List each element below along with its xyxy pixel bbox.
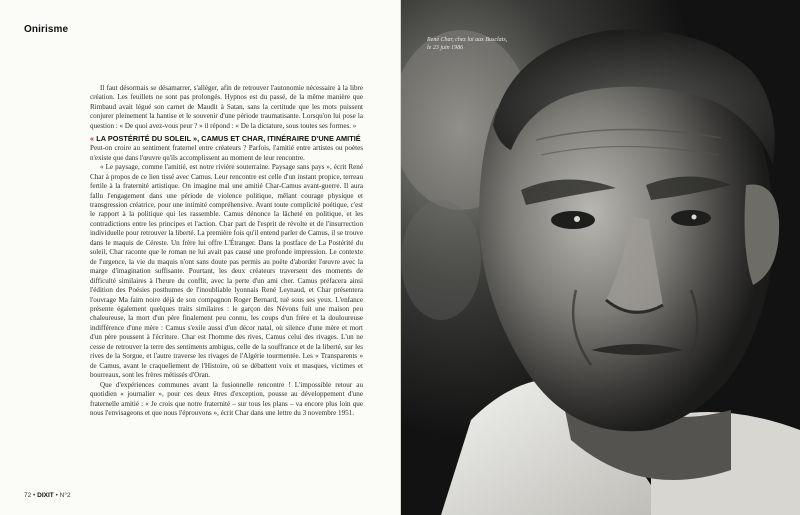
article-paragraph-1: Il faut désormais se désamarrer, s'alléger, afin de retrouver l'autonomie nécessaire à la libre création. Les feuillets ne sont pas prolongés. Hypnos est du passé, de la même manière que Rimbaud avait légué son carnet de Maudit à Satan, sans la certitude que les mots puissent conjurer pleinement la hantise et le souvenir d'une période traumatisante. Lorsqu'on lui pose la question : « De quoi avez-vous peur ? » il répond : « De la dictature, sous toutes ses formes. »: [90, 84, 363, 130]
portrait-photo: [401, 0, 800, 515]
article-paragraph-4: Que d'expériences communes avant la fusionnelle rencontre ! L'impossible retour au quotidien « journalier », pour ces deux êtres d'exception, pousse au développement d'une fraternelle amitié : « Je crois que notre fraternité – sur tous les plans – va encore plus loin que nous l'envisageons et que nous l'éprouvons », écrit Char dans une lettre du 3 novembre 1951.: [90, 380, 363, 417]
section-label: Onirisme: [24, 24, 69, 35]
caption-line-2: le 23 juin 1986: [427, 45, 464, 51]
magazine-brand: DIXIT: [37, 492, 54, 499]
photo-caption: [427, 36, 517, 52]
article-column: [90, 84, 363, 418]
article-subheading: [90, 134, 363, 144]
right-page: [401, 0, 800, 515]
subheading-quote-mark: «: [90, 134, 97, 144]
article-paragraph-2: Peut-on croire au sentiment fraternel entre créateurs ? Parfois, l'amitié entre artistes ou poètes n'existe que dans l'œuvre qu'ils accomplissent au moment de leur rencontre.: [90, 144, 363, 162]
issue-number: N°2: [59, 492, 71, 499]
caption-line-1: René Char, chez lui aux Busclats,: [427, 37, 508, 43]
page-folio: 72 • DIXIT • N°2: [24, 492, 71, 499]
subheading-text: LA POSTÉRITÉ DU SOLEIL », CAMUS ET CHAR, ITINÉRAIRE D'UNE AMITIÉ: [96, 134, 361, 144]
page-number: 72: [24, 492, 32, 499]
article-paragraph-3: « Le paysage, comme l'amitié, est notre rivière souterraine. Paysage sans pays », écrit René Char à propos de ce lien tissé avec Camus. Leur rencontre est celle d'un instant propice, terreau fertile à la fraternité artistique. On imagine mal une amitié Char-Camus avant-guerre. Il aura fallu l'engagement dans une période de violence politique, mêlant courage physique et transgression créatrice, pour une intimité compréhensive. Avant toute complicité poétique, c'est le rapport à la politique qui les rassemble. Camus dénonce la lâcheté en politique, et les contradictions entre les principes et l'action. Char part de l'esprit de révolte et de l'insurrection individuelle pour retrouver la liberté. La première fois qu'il entend parler de Camus, il se trouve dans le maquis de Céreste. Un frère lui offre L'Étranger. Dans la postface de La Postérité du soleil, Char raconte que le roman ne lui avait pas causé une profonde impression. Le contexte de l'urgence, la vie du maquis n'ont sans doute pas permis au poète d'aborder l'œuvre avec la marge d'imagination suffisante. Pourtant, les deux créateurs traversent des moments de difficulté similaires à l'heure du conflit, avec la perte d'un ami cher. Camus préfacera ainsi l'édition des Poésies posthumes de l'inoubliable lyonnais René Leynaud, et Char présentera l'ouvrage Ma faim noire déjà de son compagnon Roger Bernard, tué sous ses yeux. L'enfance présente également quelques traits similaires : le garçon des Névons fuit une maison peu chaleureuse, la mort d'un père finalement peu connu, les coups d'un frère et la douloureuse indifférence d'une mère : Camus s'exile aussi d'un décor natal, où silence d'une mère et mort d'un père poussent à l'écriture. Char est l'homme des rives, Camus celui des rivages. L'un ne cesse de retrouver la terre des sentiments ambigus, celle de la souffrance et de la liberté, sur les rives de la Sorgue, et l'autre traverse les rivages de l'Algérie tourmentée. Les « Transparents » de Camus, avant le craquellement de l'Histoire, où se débattent voix et masques, victimes et bourreaux, sont les frères métissés d'Oran.: [90, 163, 363, 380]
